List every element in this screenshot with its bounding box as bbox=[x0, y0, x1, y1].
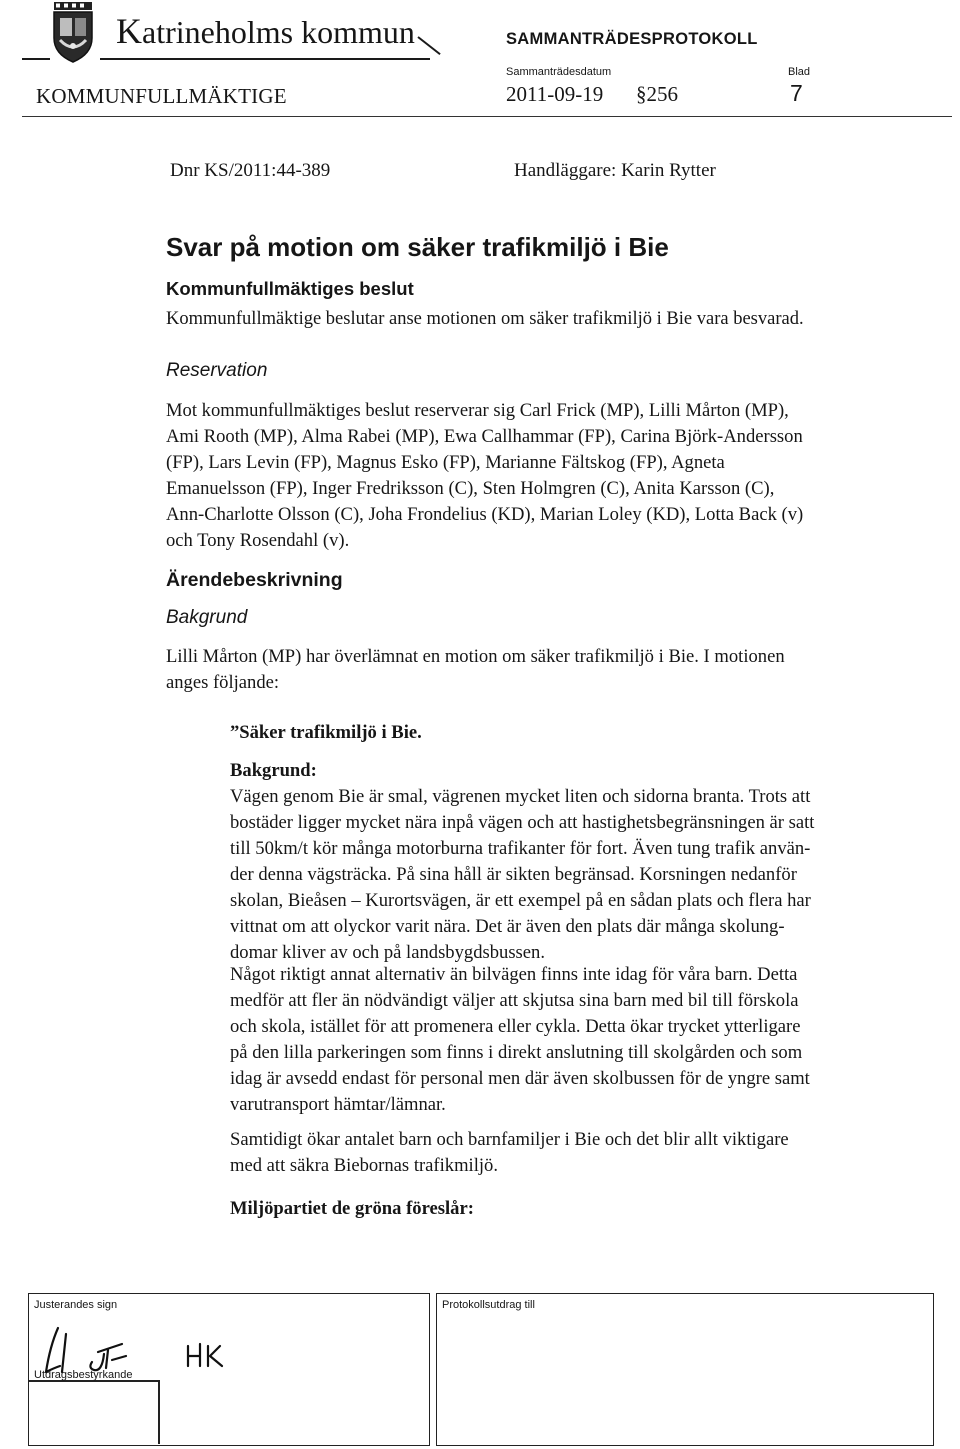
department-name: KOMMUNFULLMÄKTIGE bbox=[36, 84, 287, 108]
adjuster-signature-label: Justerandes sign bbox=[34, 1299, 118, 1311]
document-type: SAMMANTRÄDESPROTOKOLL bbox=[506, 30, 758, 48]
motion-paragraph-3 bbox=[230, 1127, 789, 1179]
motion-quote-title: ”Säker trafikmiljö i Bie. bbox=[230, 722, 422, 743]
case-officer: Handläggare: Karin Rytter bbox=[514, 160, 716, 181]
municipal-coat-of-arms-logo bbox=[48, 2, 98, 64]
text-line: Lilli Mårton (MP) har överlämnat en motion om säker trafikmiljö i Bie. I motionen bbox=[166, 646, 785, 667]
case-description-heading: Ärendebeskrivning bbox=[166, 569, 343, 591]
text-line: och Tony Rosendahl (v). bbox=[166, 530, 350, 551]
paragraph-number: §256 bbox=[636, 82, 678, 106]
decision-heading: Kommunfullmäktiges beslut bbox=[166, 278, 414, 299]
case-number: Dnr KS/2011:44-389 bbox=[170, 160, 331, 181]
text-line: skolan, Bieåsen – Kurortsvägen, är ett exempel på en sådan plats och flera har bbox=[230, 890, 811, 911]
text-line: der denna vägsträcka. På sina håll är sikten begränsad. Korsningen nedanför bbox=[230, 864, 797, 885]
motion-paragraph-1 bbox=[230, 784, 814, 966]
meeting-date-label: Sammanträdesdatum bbox=[506, 66, 612, 78]
text-line: vittnat om att olyckor varit nära. Det är även den plats där många skolung- bbox=[230, 916, 785, 937]
extract-certification-label: Utdragsbestyrkande bbox=[34, 1369, 133, 1381]
text-line: på den lilla parkeringen som finns i direkt anslutning till skolgården och som bbox=[230, 1042, 803, 1063]
header-slash-mark bbox=[417, 36, 440, 55]
text-line: med att säkra Biebornas trafikmiljö. bbox=[230, 1155, 498, 1176]
protocol-extract-label: Protokollsutdrag till bbox=[442, 1299, 535, 1311]
text-line: bostäder ligger mycket nära inpå vägen och att hastighetsbegränsningen är satt bbox=[230, 812, 815, 833]
text-line: Något riktigt annat alternativ än bilvägen finns inte idag för våra barn. Detta bbox=[230, 964, 798, 985]
decision-text: Kommunfullmäktige beslutar anse motionen om säker trafikmiljö i Bie vara besvarad. bbox=[166, 309, 804, 329]
text-line: idag är avsedd endast för personal men där även skolbussen för de yngre samt bbox=[230, 1068, 810, 1089]
meeting-date-value: 2011-09-19 bbox=[506, 82, 604, 106]
signature-box-vertical-divider bbox=[158, 1380, 160, 1444]
text-line: Vägen genom Bie är smal, vägrenen mycket liten och sidorna branta. Trots att bbox=[230, 786, 811, 807]
motion-paragraph-2 bbox=[230, 962, 810, 1118]
text-line: medför att fler än nödvändigt väljer att skjutsa sina barn med bil till förskola bbox=[230, 990, 799, 1011]
text-line: Samtidigt ökar antalet barn och barnfamiljer i Bie och det blir allt viktigare bbox=[230, 1129, 789, 1150]
handwritten-signatures bbox=[36, 1322, 266, 1380]
header-underline-right bbox=[100, 58, 430, 60]
text-line: och skola, istället för att promenera eller cykla. Detta ökar trycket ytterligare bbox=[230, 1016, 801, 1037]
text-line: Ann-Charlotte Olsson (C), Joha Frondelius (KD), Marian Loley (KD), Lotta Back (v) bbox=[166, 504, 804, 525]
background-paragraph bbox=[166, 644, 785, 696]
header-divider bbox=[22, 116, 952, 117]
document-title: Svar på motion om säker trafikmiljö i Bie bbox=[166, 232, 669, 262]
text-line: varutransport hämtar/lämnar. bbox=[230, 1094, 446, 1115]
text-line: anges följande: bbox=[166, 672, 280, 693]
page-number: 7 bbox=[790, 80, 803, 106]
organization-name-initial: K bbox=[116, 11, 142, 51]
background-heading: Bakgrund bbox=[166, 607, 248, 628]
protocol-extract-box bbox=[436, 1293, 934, 1446]
text-line: (FP), Lars Levin (FP), Magnus Esko (FP), Marianne Fältskog (FP), Agneta bbox=[166, 452, 725, 473]
motion-proposal-heading: Miljöpartiet de gröna föreslår: bbox=[230, 1198, 474, 1219]
reservation-heading: Reservation bbox=[166, 360, 268, 381]
motion-background-heading: Bakgrund: bbox=[230, 760, 317, 781]
page-label: Blad bbox=[788, 66, 811, 78]
header-underline-left bbox=[22, 58, 50, 60]
organization-name bbox=[116, 10, 415, 52]
reservation-paragraph bbox=[166, 398, 803, 554]
text-line: Mot kommunfullmäktiges beslut reserverar sig Carl Frick (MP), Lilli Mårton (MP), bbox=[166, 400, 789, 421]
text-line: domar kliver av och på landsbygdsbussen. bbox=[230, 942, 545, 963]
text-line: Ami Rooth (MP), Alma Rabei (MP), Ewa Callhammar (FP), Carina Björk-Andersson bbox=[166, 426, 803, 447]
organization-name-rest: atrineholms kommun bbox=[142, 14, 415, 50]
text-line: till 50km/t kör många motorburna trafikanter för fort. Även tung trafik använ- bbox=[230, 838, 811, 859]
text-line: Emanuelsson (FP), Inger Fredriksson (C), Sten Holmgren (C), Anita Karsson (C), bbox=[166, 478, 775, 499]
